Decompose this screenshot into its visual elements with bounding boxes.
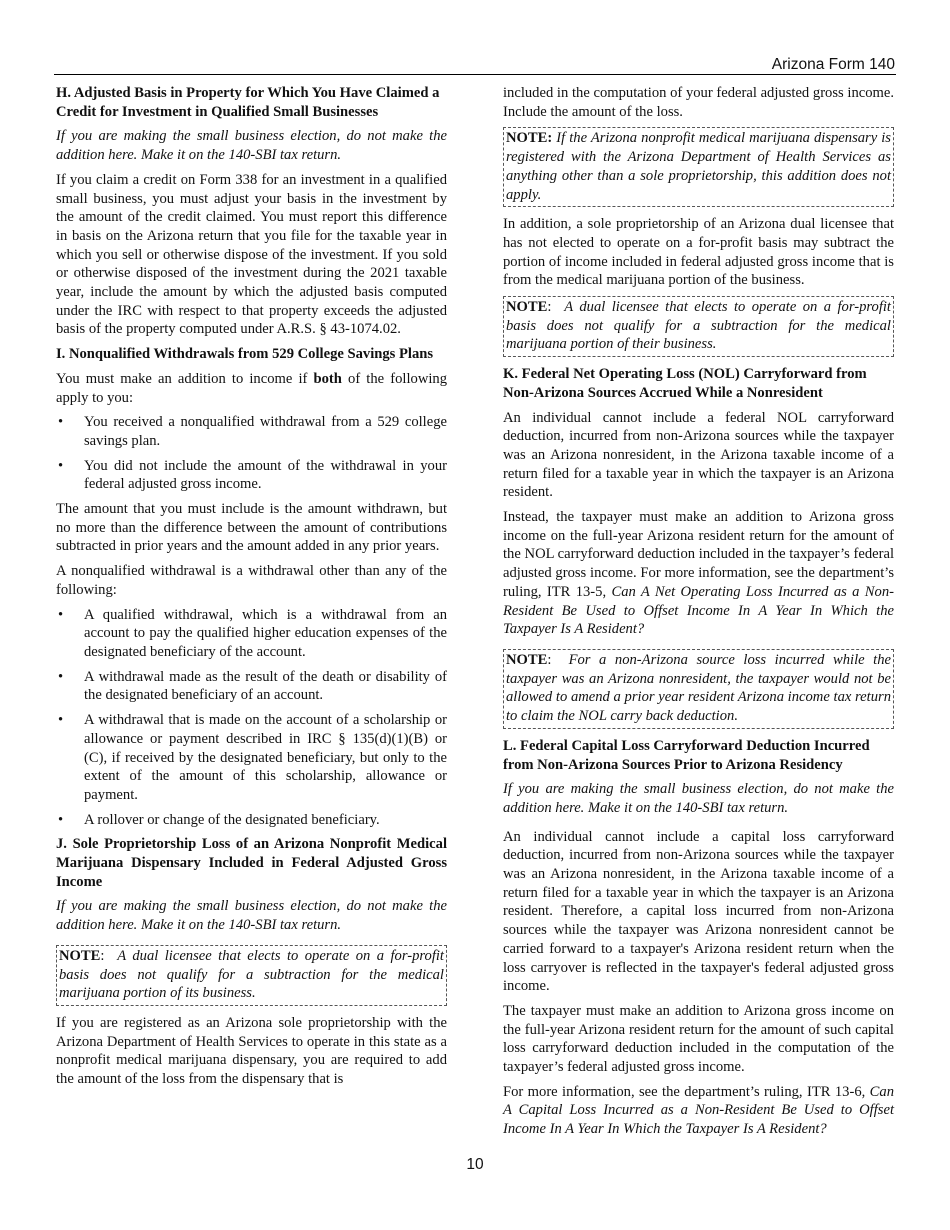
list-item: • You did not include the amount of the withdrawal in your federal adjusted gross income. <box>56 457 447 494</box>
section-i-exceptions-list <box>56 606 447 830</box>
section-k-paragraph-1: An individual cannot include a federal NOL carryforward deduction, incurred from non-Arizona sources while the taxpayer was an Arizona nonresident, in the Arizona taxable income of a return filed for a taxable year in which the taxpayer is an Arizona resident. <box>503 409 894 501</box>
section-j-paragraph: If you are registered as an Arizona sole proprietorship with the Arizona Department of Health Services to operate in this state as a nonprofit medical marijuana dispensary, you are required to add the amount of the loss from the dispensary that is <box>56 1014 447 1088</box>
page-number: 10 <box>466 1156 484 1173</box>
section-i-heading: I. Nonqualified Withdrawals from 529 College Savings Plans <box>56 346 434 363</box>
header-rule <box>54 74 896 75</box>
list-item: • A withdrawal made as the result of the death or disability of the designated beneficiary of an account. <box>56 668 447 705</box>
section-l-paragraph-2: The taxpayer must make an addition to Arizona gross income on the full-year Arizona resident return for the amount of such capital loss carryforward deduction included in the computation of the taxpayer’s federal adjusted gross income. <box>503 1002 894 1076</box>
section-i-paragraph-definition: A nonqualified withdrawal is a withdrawal other than any of the following: <box>56 563 447 598</box>
note-box: NOTE: A dual licensee that elects to operate on a for-profit basis does not qualify for a subtraction for the medical marijuana portion of its business. <box>56 945 447 1006</box>
note-box: NOTE: For a non-Arizona source loss incurred while the taxpayer was an Arizona nonresident, the taxpayer would not be allowed to amend a prior year resident Arizona income tax return to claim the NOL carry back deduction. <box>503 649 894 729</box>
list-item: • A qualified withdrawal, which is a withdrawal from an account to pay the qualified higher education expenses of the designated beneficiary of the account. <box>56 606 447 662</box>
section-j-heading: J. Sole Proprietorship Loss of an Arizona Nonprofit Medical Marijuana Dispensary Included in Federal Adjusted Gross Income <box>56 836 447 890</box>
list-item: • You received a nonqualified withdrawal from a 529 college savings plan. <box>56 413 447 450</box>
section-j-election-note: If you are making the small business election, do not make the addition here. Make it on the 140-SBI tax return. <box>56 898 447 934</box>
section-i-paragraph-amount: The amount that you must include is the amount withdrawn, but no more than the difference between the amount of contributions subtracted in prior years and the amount added in any prior years. <box>56 501 447 555</box>
section-i-intro: You must make an addition to income if both of the following apply to you: <box>56 370 448 406</box>
left-column <box>56 84 447 1095</box>
section-h-paragraph: If you claim a credit on Form 338 for an investment in a qualified small business, you must adjust your basis in the investment by the amount of the credit claimed. You must report this difference in basis on the Arizona return that you file for the taxable year in which you sell or otherwise dispose of the investment. If you sold or otherwise disposed of the investment during the 2021 taxable year, include the amount by which the adjusted basis computed under the IRC with respect to that property exceeds the adjusted basis of the property computed under A.R.S. § 43-1074.02. <box>56 171 447 338</box>
section-l-election-note: If you are making the small business election, do not make the addition here. Make it on the 140-SBI tax return. <box>503 781 894 816</box>
note-box: NOTE: If the Arizona nonprofit medical marijuana dispensary is registered with the Arizona Department of Health Services as anything other than a sole proprietorship, this addition does not apply. <box>503 127 894 207</box>
form-title: Arizona Form 140 <box>771 56 895 73</box>
section-h-heading: H. Adjusted Basis in Property for Which You Have Claimed a Credit for Investment in Qualified Small Businesses <box>56 85 440 120</box>
section-j-continuation: included in the computation of your federal adjusted gross income. Include the amount of the loss. <box>503 85 894 120</box>
note-box: NOTE: A dual licensee that elects to operate on a for-profit basis does not qualify for a subtraction for the medical marijuana portion of their business. <box>503 296 894 357</box>
section-l-paragraph-1: An individual cannot include a capital loss carryforward deduction, incurred from non-Arizona sources while the taxpayer was an Arizona nonresident, in the Arizona taxable income of a return filed for a taxable year in which the taxpayer is an Arizona resident. Therefore, a capital loss incurred from non-Arizona sources while the taxpayer was Arizona nonresident cannot be carried forward to a taxpayer's Arizona resident return when the loss carryover is reflected in the taxpayer's federal adjusted gross income. <box>503 828 894 995</box>
section-h-election-note: If you are making the small business election, do not make the addition here. Make it on the 140-SBI tax return. <box>56 128 447 164</box>
section-k-paragraph-2: Instead, the taxpayer must make an addition to Arizona gross income on the full-year Arizona resident return for the amount of the NOL carryforward deduction included in the taxpayer’s federal adjusted gross income. For more information, see the department’s ruling, ITR 13-5, Can A Net Operating Loss Incurred as a Non-Resident Be Used to Offset Income In A Year In Which the Taxpayer Is A Resident? <box>503 509 894 638</box>
section-j-dual-licensee-paragraph: In addition, a sole proprietorship of an Arizona dual licensee that has not elected to operate on a for-profit basis may subtract the portion of income included in federal adjusted gross income that is from the medical marijuana portion of the business. <box>503 216 894 289</box>
section-k-heading: K. Federal Net Operating Loss (NOL) Carryforward from Non-Arizona Sources Accrued While a Nonresident <box>503 366 867 401</box>
right-column <box>503 84 894 1145</box>
list-item: • A withdrawal that is made on the account of a scholarship or allowance or payment described in IRC § 135(d)(1)(B) or (C), if received by the designated beneficiary, but only to the extent of the amount of this scholarship, allowance or payment. <box>56 711 447 805</box>
section-i-conditions-list <box>56 413 447 494</box>
list-item: • A rollover or change of the designated beneficiary. <box>56 811 447 830</box>
section-l-paragraph-3: For more information, see the department’s ruling, ITR 13-6, Can A Capital Loss Incurred as a Non-Resident Be Used to Offset Income In A Year In Which the Taxpayer Is A Resident? <box>503 1083 894 1138</box>
section-l-heading: L. Federal Capital Loss Carryforward Deduction Incurred from Non-Arizona Sources Prior to Arizona Residency <box>503 737 870 773</box>
